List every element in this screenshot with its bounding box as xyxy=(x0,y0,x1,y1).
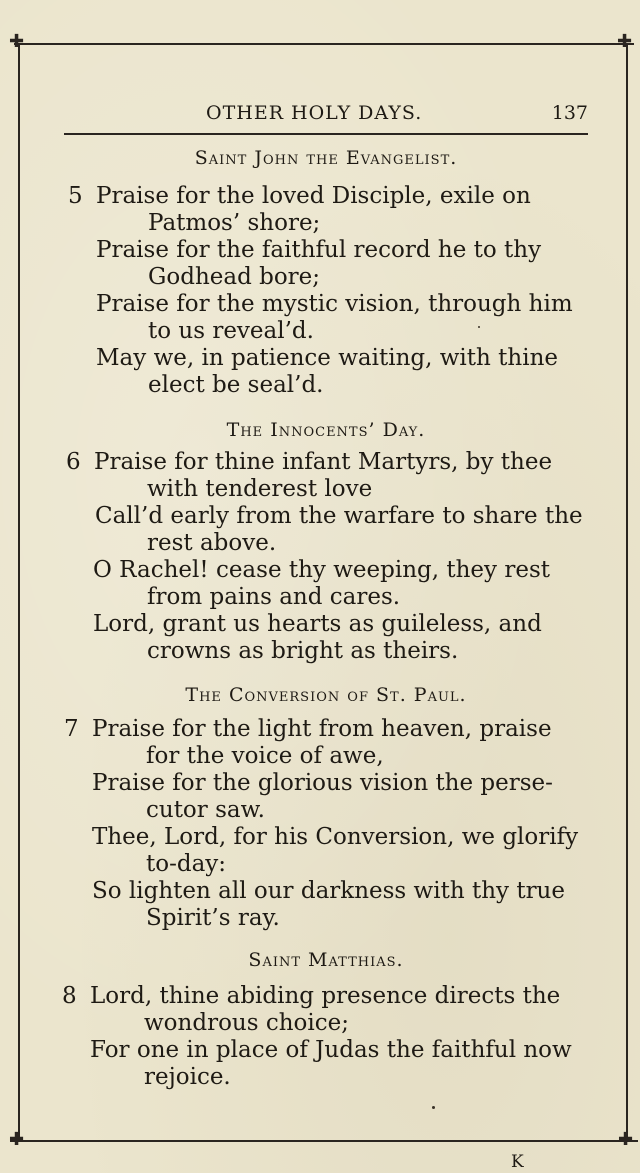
verse-line: elect be seal’d. xyxy=(148,372,324,398)
section-title: Saint John the Evangelist. xyxy=(194,147,458,169)
verse-line: Praise for the light from heaven, praise xyxy=(92,716,552,742)
verse-line: with tenderest love xyxy=(147,476,373,502)
verse-line: Praise for thine infant Martyrs, by thee xyxy=(94,449,553,475)
top-border-rule xyxy=(14,43,634,45)
verse-line: rejoice. xyxy=(144,1064,231,1090)
verse-line: Praise for the faithful record he to thy xyxy=(96,237,542,263)
verse-line: crowns as bright as theirs. xyxy=(147,638,459,664)
corner-ornament-icon: ✚ xyxy=(9,31,25,52)
corner-ornament-icon: ✚ xyxy=(617,31,633,52)
ink-speck xyxy=(432,1106,435,1109)
verse-line: So lighten all our darkness with thy true xyxy=(92,878,565,904)
section-title: Saint Matthias. xyxy=(248,949,404,971)
right-border-rule xyxy=(626,43,628,1140)
section-title: The Innocents’ Day. xyxy=(226,419,426,441)
verse-line: for the voice of awe, xyxy=(146,743,384,769)
left-border-rule xyxy=(18,43,20,1140)
verse-line: Lord, thine abiding presence directs the xyxy=(90,983,561,1009)
section-title: The Conversion of St. Paul. xyxy=(185,684,467,706)
verse-line: wondrous choice; xyxy=(144,1010,349,1036)
verse-line: to-day: xyxy=(146,851,227,877)
bottom-border-rule xyxy=(10,1140,638,1142)
page-header xyxy=(64,100,588,130)
verse-line: Lord, grant us hearts as guileless, and xyxy=(93,611,542,637)
running-title: OTHER HOLY DAYS. xyxy=(206,102,423,124)
verse-line: Spirit’s ray. xyxy=(146,905,280,931)
verse-line: from pains and cares. xyxy=(147,584,401,610)
verse-line: Praise for the mystic vision, through him xyxy=(96,291,573,317)
verse-line: For one in place of Judas the faithful now xyxy=(90,1037,572,1063)
verse-number: 7 xyxy=(64,716,79,742)
header-rule xyxy=(64,133,588,135)
page-number: 137 xyxy=(551,102,588,124)
signature-mark: K xyxy=(511,1152,524,1172)
corner-ornament-icon: ✚ xyxy=(618,1129,634,1150)
verse-line: Thee, Lord, for his Conversion, we glorify xyxy=(92,824,579,850)
corner-ornament-icon: ✚ xyxy=(9,1129,25,1150)
ink-speck xyxy=(478,326,480,328)
verse-line: to us reveal’d. xyxy=(148,318,314,344)
verse-line: O Rachel! cease thy weeping, they rest xyxy=(93,557,551,583)
verse-number: 5 xyxy=(68,183,83,209)
verse-line: cutor saw. xyxy=(146,797,265,823)
verse-line: May we, in patience waiting, with thine xyxy=(96,345,558,371)
verse-line: Praise for the loved Disciple, exile on xyxy=(96,183,531,209)
verse-line: Call’d early from the warfare to share the xyxy=(95,503,583,529)
verse-line: Praise for the glorious vision the perse- xyxy=(92,770,553,796)
verse-number: 8 xyxy=(62,983,77,1009)
verse-line: Godhead bore; xyxy=(148,264,321,290)
verse-line: Patmos’ shore; xyxy=(148,210,321,236)
verse-line: rest above. xyxy=(147,530,277,556)
verse-number: 6 xyxy=(66,449,81,475)
